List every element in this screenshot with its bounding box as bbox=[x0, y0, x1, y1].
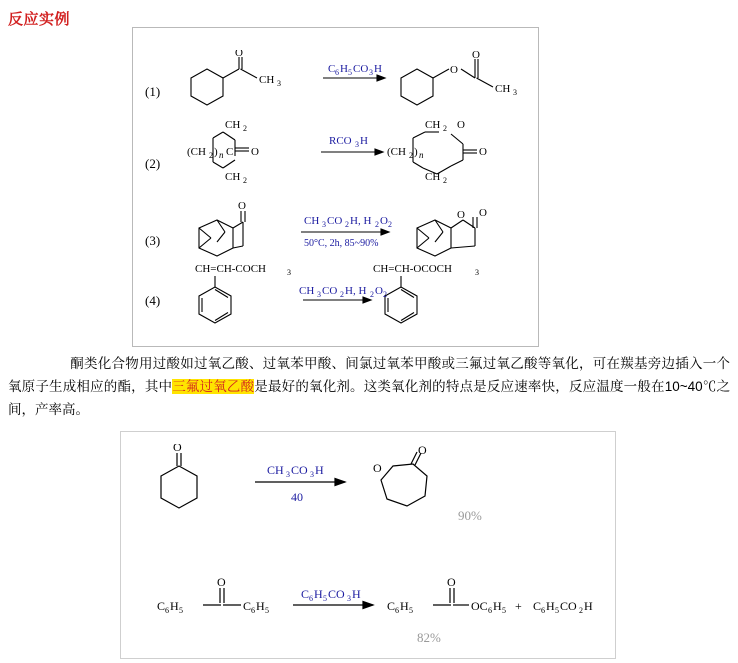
svg-text:O: O bbox=[380, 215, 388, 227]
svg-text:3: 3 bbox=[287, 268, 291, 277]
svg-text:3: 3 bbox=[369, 68, 373, 77]
svg-text:(CH: (CH bbox=[187, 146, 206, 158]
svg-text:2: 2 bbox=[340, 290, 344, 299]
svg-text:6: 6 bbox=[395, 606, 399, 615]
svg-text:6: 6 bbox=[165, 606, 169, 615]
reaction-2-structures bbox=[173, 116, 533, 202]
svg-text:H: H bbox=[360, 135, 368, 147]
svg-text:3: 3 bbox=[317, 290, 321, 299]
svg-text:CO: CO bbox=[560, 599, 577, 613]
svg-text:C: C bbox=[301, 587, 310, 601]
svg-text:H, H: H, H bbox=[345, 285, 367, 297]
svg-text:CH: CH bbox=[495, 83, 511, 95]
section-title: 反应实例 bbox=[8, 11, 71, 28]
svg-text:3: 3 bbox=[513, 88, 517, 97]
figure-box-reaction-examples bbox=[132, 27, 539, 347]
svg-text:CH: CH bbox=[299, 285, 315, 297]
svg-text:CH=CH-COCH: CH=CH-COCH bbox=[195, 263, 266, 275]
svg-text:C: C bbox=[328, 63, 336, 75]
svg-text:O: O bbox=[472, 50, 480, 61]
svg-text:+: + bbox=[515, 599, 522, 613]
paragraph-part-2: 是最好的氧化剂。这类氧化剂的特点是反应速率快，反应温度一般在10~40℃之间，产率高。 bbox=[8, 379, 731, 417]
svg-text:): ) bbox=[214, 146, 218, 158]
svg-text:OC: OC bbox=[471, 599, 488, 613]
svg-text:2: 2 bbox=[443, 124, 447, 133]
svg-text:3: 3 bbox=[310, 470, 314, 479]
svg-text:2: 2 bbox=[388, 220, 392, 229]
svg-text:CO: CO bbox=[322, 285, 338, 297]
svg-text:2: 2 bbox=[383, 290, 387, 299]
svg-text:(CH: (CH bbox=[387, 146, 406, 158]
svg-text:2: 2 bbox=[579, 606, 583, 615]
svg-text:CH: CH bbox=[425, 171, 441, 183]
svg-text:O: O bbox=[479, 146, 487, 158]
svg-text:H: H bbox=[546, 599, 555, 613]
svg-text:H: H bbox=[315, 463, 324, 477]
svg-text:6: 6 bbox=[309, 594, 313, 603]
svg-text:CH: CH bbox=[267, 463, 284, 477]
svg-text:5: 5 bbox=[502, 606, 506, 615]
svg-text:n: n bbox=[419, 150, 424, 160]
svg-text:2: 2 bbox=[209, 151, 213, 160]
svg-text:n: n bbox=[219, 150, 224, 160]
svg-text:): ) bbox=[414, 146, 418, 158]
svg-text:2: 2 bbox=[370, 290, 374, 299]
svg-text:H: H bbox=[493, 599, 502, 613]
svg-text:H: H bbox=[374, 63, 382, 75]
svg-text:C: C bbox=[533, 599, 542, 613]
svg-text:O: O bbox=[447, 575, 456, 589]
svg-text:2: 2 bbox=[409, 151, 413, 160]
reaction-label-4: (4) bbox=[145, 293, 161, 308]
svg-text:CH: CH bbox=[225, 119, 241, 131]
svg-text:O: O bbox=[217, 575, 226, 589]
svg-text:C: C bbox=[243, 599, 252, 613]
svg-text:C: C bbox=[226, 146, 234, 158]
svg-text:CH: CH bbox=[425, 119, 441, 131]
svg-text:6: 6 bbox=[335, 68, 339, 77]
svg-text:50°C, 2h, 85~90%: 50°C, 2h, 85~90% bbox=[304, 238, 379, 249]
svg-text:C: C bbox=[387, 599, 396, 613]
body-paragraph bbox=[8, 352, 730, 421]
svg-text:O: O bbox=[375, 285, 383, 297]
svg-text:O: O bbox=[238, 200, 246, 212]
paragraph-part-1: 酮类化合物用过酸如过氧乙酸、过氧苯甲酸、间氯过氧苯甲酸或三氟过氧乙酸等氧化，可在羰基旁边插入一个氧原子生成相应的酯，其中 bbox=[8, 356, 730, 394]
svg-text:H: H bbox=[584, 599, 593, 613]
svg-text:2: 2 bbox=[243, 124, 247, 133]
svg-text:3: 3 bbox=[322, 220, 326, 229]
svg-text:3: 3 bbox=[277, 79, 281, 88]
svg-text:2: 2 bbox=[375, 220, 379, 229]
svg-text:CO: CO bbox=[327, 215, 343, 227]
svg-text:6: 6 bbox=[541, 606, 545, 615]
svg-text:2: 2 bbox=[345, 220, 349, 229]
svg-text:CH: CH bbox=[259, 74, 275, 86]
svg-text:CO: CO bbox=[328, 587, 345, 601]
svg-text:O: O bbox=[235, 50, 243, 59]
svg-text:H: H bbox=[256, 599, 265, 613]
svg-text:CO: CO bbox=[353, 63, 369, 75]
svg-text:O: O bbox=[457, 119, 465, 131]
svg-text:5: 5 bbox=[179, 606, 183, 615]
svg-text:2: 2 bbox=[443, 176, 447, 185]
svg-text:O: O bbox=[251, 146, 259, 158]
svg-text:2: 2 bbox=[243, 176, 247, 185]
svg-text:H: H bbox=[314, 587, 323, 601]
svg-text:3: 3 bbox=[355, 140, 359, 149]
svg-text:40: 40 bbox=[291, 490, 303, 504]
svg-text:5: 5 bbox=[323, 594, 327, 603]
svg-text:CH: CH bbox=[225, 171, 241, 183]
yield-label-1: 90% bbox=[458, 508, 482, 523]
yield-label-2: 82% bbox=[417, 630, 441, 645]
svg-text:O: O bbox=[450, 64, 458, 76]
svg-text:5: 5 bbox=[555, 606, 559, 615]
svg-text:5: 5 bbox=[348, 68, 352, 77]
figure2-reaction-1 bbox=[141, 444, 601, 539]
svg-text:O: O bbox=[418, 444, 427, 457]
svg-text:3: 3 bbox=[286, 470, 290, 479]
svg-text:CO: CO bbox=[291, 463, 308, 477]
svg-text:H: H bbox=[170, 599, 179, 613]
svg-text:5: 5 bbox=[409, 606, 413, 615]
figure2-reaction-2 bbox=[137, 572, 607, 652]
figure-box-examples-2 bbox=[120, 431, 616, 659]
svg-text:C: C bbox=[157, 599, 166, 613]
reaction-label-3: (3) bbox=[145, 233, 161, 248]
reaction-label-1: (1) bbox=[145, 84, 161, 99]
svg-text:RCO: RCO bbox=[329, 135, 352, 147]
svg-text:O: O bbox=[457, 209, 465, 221]
reaction-label-2: (2) bbox=[145, 156, 161, 171]
svg-text:H: H bbox=[352, 587, 361, 601]
svg-text:O: O bbox=[479, 207, 487, 219]
svg-text:O: O bbox=[173, 444, 182, 454]
svg-text:H, H: H, H bbox=[350, 215, 372, 227]
svg-text:3: 3 bbox=[347, 594, 351, 603]
svg-text:O: O bbox=[373, 461, 382, 475]
svg-text:H: H bbox=[340, 63, 348, 75]
svg-text:3: 3 bbox=[475, 268, 479, 277]
reaction-1-structures bbox=[173, 50, 533, 122]
reaction-4-structures bbox=[173, 254, 533, 342]
svg-text:CH=CH-OCOCH: CH=CH-OCOCH bbox=[373, 263, 452, 275]
svg-text:5: 5 bbox=[265, 606, 269, 615]
paragraph-highlight: 三氟过氧乙酸 bbox=[172, 379, 255, 394]
svg-text:CH: CH bbox=[304, 215, 320, 227]
svg-text:H: H bbox=[400, 599, 409, 613]
svg-text:6: 6 bbox=[251, 606, 255, 615]
svg-text:6: 6 bbox=[488, 606, 492, 615]
